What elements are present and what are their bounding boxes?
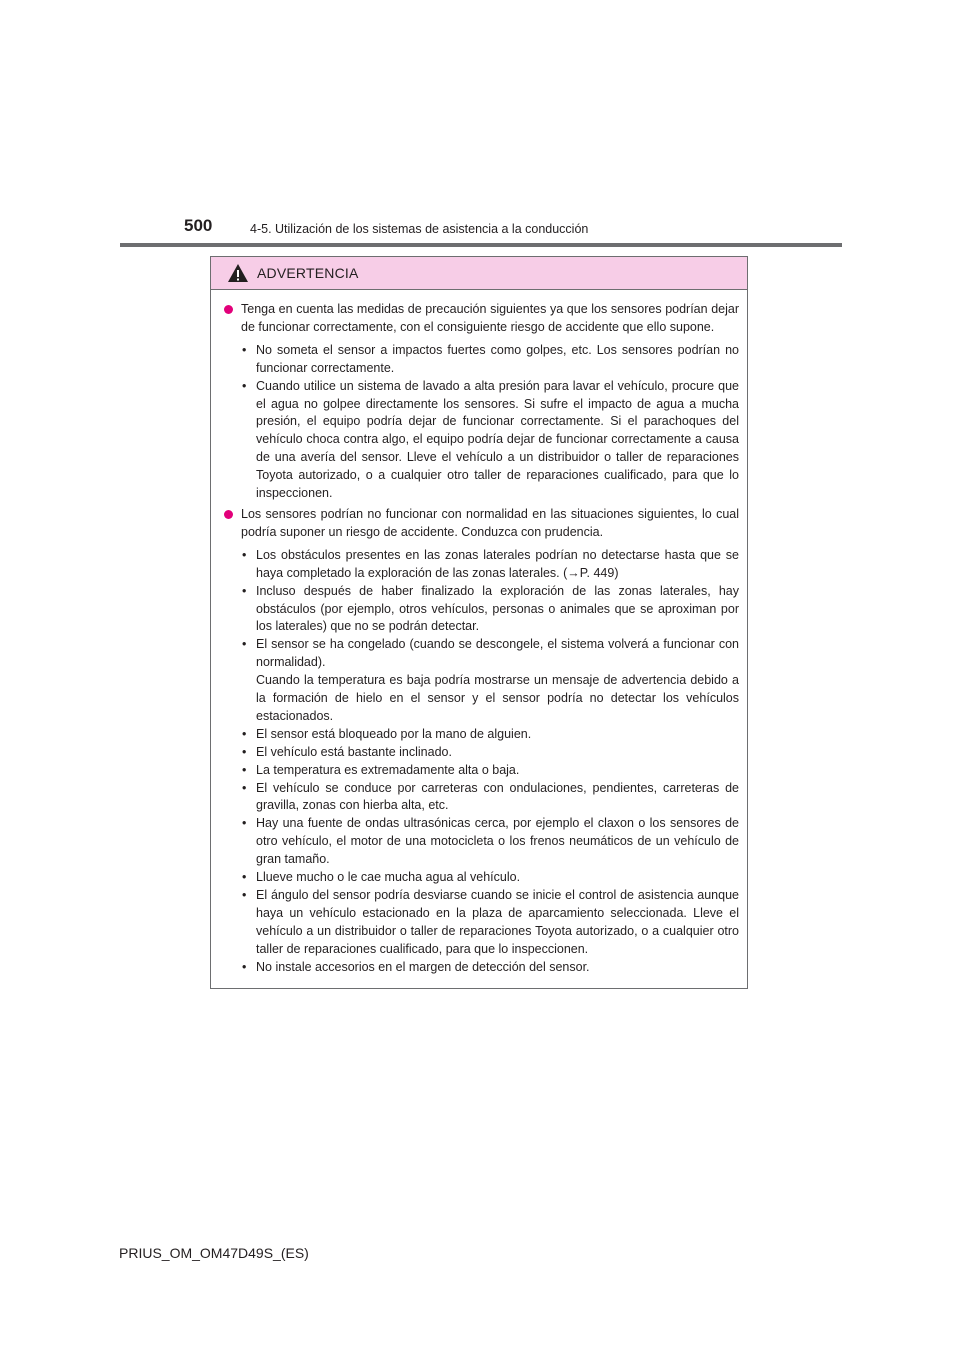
situations-paragraph [223, 506, 739, 542]
list-item-text: Cuando utilice un sistema de lavado a alta presión para lavar el vehículo, procure que el agua no golpee directamente los sensores. Si sufre el impacto de agua a mucha presión, el equipo podría dejar de funcionar correctamente. Si el parachoques del vehículo choca contra algo, el equipo podría dejar de funcionar correctamente a causa de una avería del sensor. Lleve el vehículo a un distribuidor o taller de reparaciones Toyota autorizado, o a cualquier otro taller de reparaciones cualificado, para que lo inspeccionen. [256, 378, 739, 501]
list-item: • No instale accesorios en el margen de detección del sensor. [242, 959, 590, 974]
list-item-text: El ángulo del sensor podría desviarse cuando se inicie el control de asistencia aunque haya un vehículo estacionado en la plaza de aparcamiento seleccionada. Lleve el vehículo a un distribuidor o taller de reparaciones Toyota autorizado, o a cualquier otro taller de reparaciones cualificado, para que lo inspeccionen. [256, 888, 739, 956]
list-item-note: Cuando la temperatura es baja podría mostrarse un mensaje de advertencia debido a la formación de hielo en el sensor y el sensor podría no detectar los vehículos estacionados. [256, 673, 739, 723]
document-code: PRIUS_OM_OM47D49S_(ES) [119, 1245, 309, 1261]
warning-header [211, 257, 747, 290]
warning-title: ADVERTENCIA [257, 265, 359, 281]
list-item-text: Incluso después de haber finalizado la exploración de las zonas laterales, hay obstáculos (por ejemplo, otros vehículos, personas o animales que se aproximan por los laterales) que no se podrán detectar. [256, 583, 739, 634]
list-item-text: Los obstáculos presentes en las zonas laterales podrían no detectarse hasta que se haya completado la exploración de las zonas laterales. (→P. 449) [256, 547, 739, 580]
section-title: 4-5. Utilización de los sistemas de asistencia a la conducción [250, 222, 589, 236]
list-item-text: El vehículo está bastante inclinado. [256, 744, 452, 759]
bullet-icon [224, 510, 233, 519]
list-item: • El sensor está bloqueado por la mano de alguien. [242, 726, 532, 741]
list-item: • El vehículo está bastante inclinado. [242, 744, 452, 759]
list-item: • Los obstáculos presentes en las zonas laterales podrían no detectarse hasta que se haya completado la exploración de las zonas laterales. (→P. 449) [242, 547, 739, 580]
list-item: • Cuando utilice un sistema de lavado a alta presión para lavar el vehículo, procure que el agua no golpee directamente los sensores. Si sufre el impacto de agua a mucha presión, el equipo podría dejar de funcionar correctamente. Si el parachoques del vehículo choca contra algo, el equipo podría dejar de funcionar correctamente a causa de una avería del sensor. Lleve el vehículo a un distribuidor o taller de reparaciones Toyota autorizado, o a cualquier otro taller de reparaciones cualificado, para que lo inspeccionen. [242, 378, 739, 501]
list-item: • No someta el sensor a impactos fuertes como golpes, etc. Los sensores podrían no funcionar correctamente. [242, 342, 739, 375]
list-item-text: El sensor se ha congelado (cuando se descongele, el sistema volverá a funcionar con normalidad). [256, 637, 739, 670]
list-item-text: Llueve mucho o le cae mucha agua al vehículo. [256, 870, 521, 885]
precaution-list [223, 342, 739, 503]
warning-body [211, 290, 747, 977]
situations-list [223, 547, 739, 977]
list-item: • La temperatura es extremadamente alta o baja. [242, 762, 520, 777]
bullet-icon [224, 305, 233, 314]
page-number: 500 [184, 216, 213, 235]
list-item: • Llueve mucho o le cae mucha agua al vehículo. [242, 870, 521, 885]
list-item: • El vehículo se conduce por carreteras con ondulaciones, pendientes, carreteras de gravilla, zonas con hierba alta, etc. [242, 780, 739, 813]
warning-box [210, 256, 748, 989]
list-item-text: No instale accesorios en el margen de detección del sensor. [256, 959, 590, 974]
warning-triangle-icon [227, 263, 249, 283]
list-item: • El ángulo del sensor podría desviarse cuando se inicie el control de asistencia aunque haya un vehículo estacionado en la plaza de aparcamiento seleccionada. Lleve el vehículo a un distribuidor o taller de reparaciones Toyota autorizado, o a cualquier otro taller de reparaciones cualificado, para que lo inspeccionen. [242, 888, 739, 956]
precaution-paragraph [223, 301, 739, 337]
list-item: • El sensor se ha congelado (cuando se descongele, el sistema volverá a funcionar con normalidad). Cuando la temperatura es baja podría mostrarse un mensaje de advertencia debido a la formación de hielo en el sensor y el sensor podría no detectar los vehículos estacionados. [223, 636, 739, 726]
paragraph-text: Los sensores podrían no funcionar con normalidad en las situaciones siguientes, lo cual podría suponer un riesgo de accidente. Conduzca con prudencia. [241, 506, 739, 539]
header-divider [120, 243, 842, 247]
list-item: • Incluso después de haber finalizado la exploración de las zonas laterales, hay obstáculos (por ejemplo, otros vehículos, personas o animales que se aproximan por los laterales) que no se podrán detectar. [242, 583, 739, 634]
list-item: • Hay una fuente de ondas ultrasónicas cerca, por ejemplo el claxon o los sensores de otro vehículo, el motor de una motocicleta o los frenos neumáticos de un vehículo de gran tamaño. [242, 816, 739, 867]
list-item-text: El sensor está bloqueado por la mano de alguien. [256, 726, 532, 741]
list-item-text: No someta el sensor a impactos fuertes como golpes, etc. Los sensores podrían no funcionar correctamente. [256, 342, 739, 375]
list-item-text: Hay una fuente de ondas ultrasónicas cerca, por ejemplo el claxon o los sensores de otro vehículo, el motor de una motocicleta o los frenos neumáticos de un vehículo de gran tamaño. [256, 816, 739, 867]
list-item-text: La temperatura es extremadamente alta o baja. [256, 762, 520, 777]
paragraph-text: Tenga en cuenta las medidas de precaución siguientes ya que los sensores podrían dejar de funcionar correctamente, con el consiguiente riesgo de accidente que ello supone. [241, 302, 739, 334]
list-item-text: El vehículo se conduce por carreteras con ondulaciones, pendientes, carreteras de gravilla, zonas con hierba alta, etc. [256, 780, 739, 813]
